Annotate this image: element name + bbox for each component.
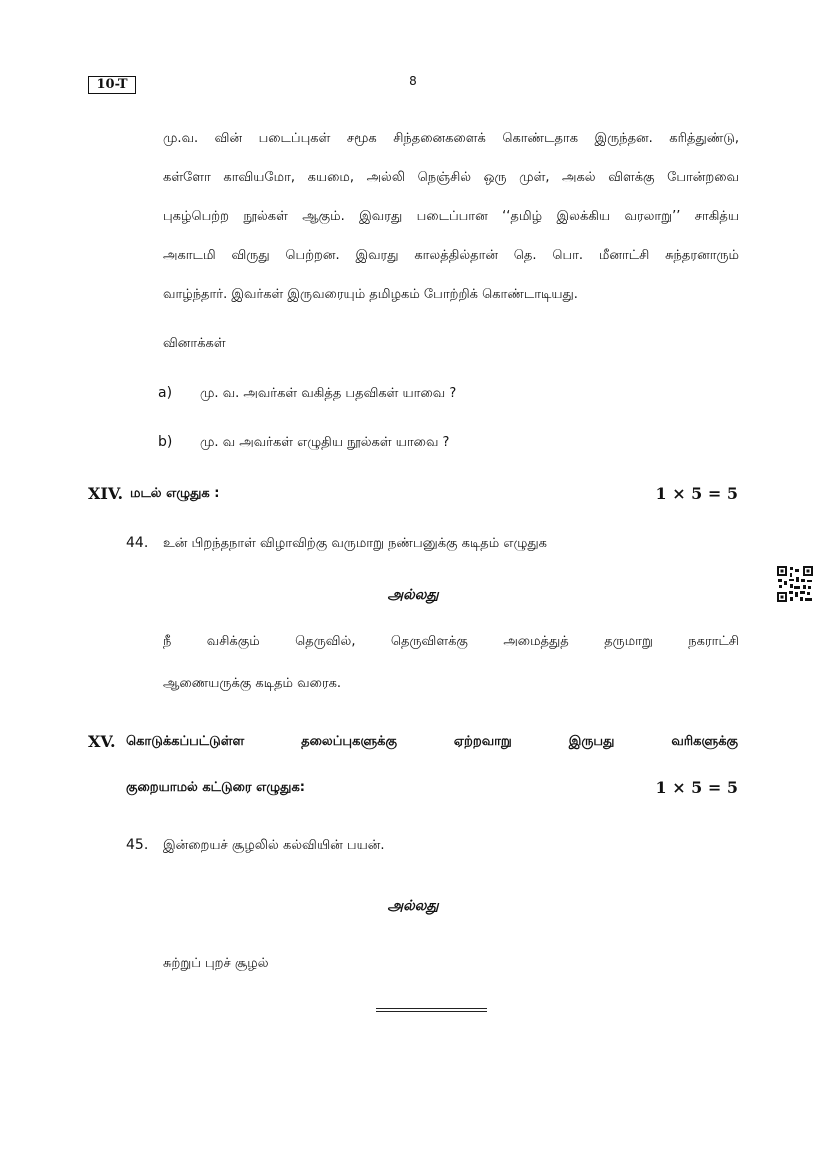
section-marks: 1 × 5 = 5: [655, 484, 738, 503]
end-rule: [376, 1008, 487, 1009]
passage-line: மு.வ. வின் படைப்புகள் சமூக சிந்தனைகளைக் கொண்டதாக இருந்தன. கரித்துண்டு,: [163, 131, 739, 146]
passage-line: கள்ளோ காவியமோ, கயமை, அல்லி நெஞ்சில் ஒரு முள், அகல் விளக்கு போன்றவை: [163, 170, 739, 185]
section-number: XIV.: [88, 484, 124, 503]
or-label: அல்லது: [387, 898, 439, 914]
paper-code: 10-T: [88, 76, 136, 94]
end-rule: [376, 1011, 487, 1012]
section-title: மடல் எழுதுக :: [130, 486, 220, 501]
question-text: உன் பிறந்தநாள் விழாவிற்கு வருமாறு நண்பனுக்கு கடிதம் எழுதுக: [163, 536, 547, 551]
questions-heading: வினாக்கள்: [163, 336, 226, 351]
question-text: மு. வ. அவர்கள் வகித்த பதவிகள் யாவை ?: [200, 386, 457, 401]
section-marks: 1 × 5 = 5: [655, 778, 738, 797]
question-label: a): [158, 385, 173, 401]
alternate-question-line: நீ வசிக்கும் தெருவில், தெருவிளக்கு அமைத்துத் தருமாறு நகராட்சி: [163, 634, 739, 649]
question-text: இன்றையச் சூழலில் கல்வியின் பயன்.: [163, 838, 385, 853]
section-title: கொடுக்கப்பட்டுள்ள தலைப்புகளுக்கு ஏற்றவாறு இருபது வரிகளுக்கு: [126, 734, 738, 749]
alternate-question-text: சுற்றுப் புறச் சூழல்: [163, 956, 269, 971]
question-number: 45.: [126, 837, 149, 853]
or-label: அல்லது: [387, 587, 439, 603]
question-label: b): [158, 434, 173, 450]
page-number: 8: [409, 74, 417, 88]
alternate-question-line: ஆணையருக்கு கடிதம் வரைக.: [163, 676, 342, 691]
qr-code-icon: [776, 565, 814, 603]
section-number: XV.: [88, 732, 116, 751]
passage-line: புகழ்பெற்ற நூல்கள் ஆகும். இவரது படைப்பான ‘‘தமிழ் இலக்கிய வரலாறு’’ சாகித்ய: [163, 209, 739, 224]
question-number: 44.: [126, 535, 149, 551]
passage-line: அகாடமி விருது பெற்றன. இவரது காலத்தில்தான் தெ. பொ. மீனாட்சி சுந்தரனாரும்: [163, 248, 739, 263]
section-title: குறையாமல் கட்டுரை எழுதுக:: [126, 780, 305, 795]
passage-line: வாழ்ந்தார். இவர்கள் இருவரையும் தமிழகம் போற்றிக் கொண்டாடியது.: [163, 287, 578, 302]
question-text: மு. வ அவர்கள் எழுதிய நூல்கள் யாவை ?: [200, 435, 450, 450]
